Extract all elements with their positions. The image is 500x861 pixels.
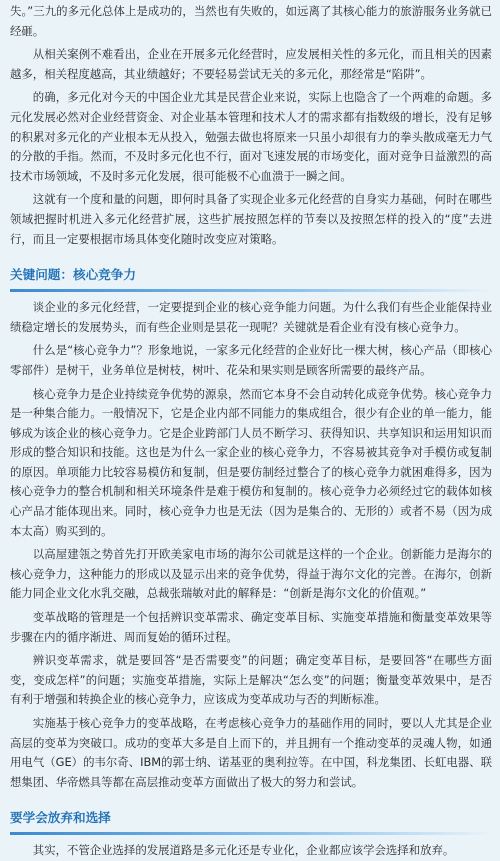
paragraph: 什么是“核心竞争力”？形象地说，一家多元化经营的企业好比一棵大树，核心产品（即核心零部件）是树干，业务单位是树枝，树叶、花朵和果实则是顾客所需要的最终产品。 — [10, 343, 492, 377]
paragraph: 谈企业的多元化经营，一定要提到企业的核心竞争能力问题。为什么我们有些企业能保持业绩稳定增长的发展势头，而有些企业则是昙花一现呢？关键就是看企业有没有核心竞争力。 — [10, 300, 492, 334]
heading-divider — [10, 832, 492, 835]
paragraph: 核心竞争力是企业持续竞争优势的源泉，然而它本身不会自动转化成竞争优势。核心竞争力是一种集合能力。一般情况下，它是企业内部不同能力的集成组合，很少有企业的单一能力，能够成为该企业的核心竞争力。它是企业跨部门人员不断学习、获得知识、共享知识和运用知识而形成的整合知识和技能。这也是为什么一家企业的核心竞争力，不容易被其竞争对手模仿或复制的原因。单项能力比较容易模仿和复制，但是要仿制经过整合了的核心竞争力就困难得多，因为核心竞争力的整合机制和相关环境条件是难于模仿和复制的。核心竞争力必须经过它的载体如核心产品才能体现出来。同时，核心竞争力也是无法（因为是集合的、无形的）或者不易（因为成本太高）购买到的。 — [10, 386, 492, 538]
intro-section — [10, 2, 492, 249]
core-competence-section — [10, 265, 492, 792]
give-up-and-choose-section — [10, 808, 492, 861]
paragraph: 失。”三九的多元化总体上是成功的，当然也有失败的，如远离了其核心能力的旅游服务业务就已经砸。 — [10, 4, 492, 38]
paragraph: 这就有一个度和量的问题，即何时具备了实现企业多元化经营的自身实力基础，何时在哪些领域把握时机进入多元化经营扩展，这些扩展按照怎样的节奏以及按照怎样的投入的“度”去进行，而且一定要根据市场具体变化随时改变应对策略。 — [10, 192, 492, 246]
heading-divider — [10, 289, 492, 292]
paragraph: 辨识变革需求，就是要回答“是否需要变”的问题；确定变革目标，是要回答“在哪些方面变，变成怎样”的问题；实施变革措施，实际上是解决“怎么变”的问题；衡量变革效果中，是否有利于增强和转换企业的核心竞争力，应该成为变革成功与否的判断标准。 — [10, 653, 492, 707]
paragraph: 以高屋建瓴之势首先打开欧美家电市场的海尔公司就是这样的一个企业。创新能力是海尔的核心竞争力，这种能力的形成以及显示出来的竞争优势，得益于海尔文化的完善。在海尔，创新能力同企业文化水乳交融，总裁张瑞敏对此的解释是：“创新是海尔文化的价值观。” — [10, 547, 492, 601]
paragraph: 的确，多元化对今天的中国企业尤其是民营企业来说，实际上也隐含了一个两难的命题。多元化发展必然对企业经营资金、对企业基本管理和技术人才的需求都有指数级的增长，没有足够的积累对多元化的产业根本无从投入，勉强去做也将原来一只虽小却很有力的拳头散成毫无力气的分散的手指。然而，不及时多元化也不行，面对飞速发展的市场变化，面对竞争日益激烈的高技术市场领域，不及时多元化发展，很可能极不心血溃于一瞬之间。 — [10, 90, 492, 183]
paragraph: 从相关案例不难看出，企业在开展多元化经营时，应发展相关性的多元化，而且相关的因素越多，相关程度越高，其业绩越好；不要轻易尝试无关的多元化，那经常是“陷阱”。 — [10, 47, 492, 81]
paragraph: 实施基于核心竞争力的变革战略，在考虑核心竞争力的基础作用的同时，要以人尤其是企业高层的变革为突破口。成功的变革大多是自上而下的，并且拥有一个推动变革的灵魂人物，如通用电气（GE）的韦尔奇、IBM的郭士纳、诺基亚的奥利拉等。在中国，科龙集团、长虹电器、联想集团、华帝燃具等都在高层推动变革方面做出了极大的努力和尝试。 — [10, 716, 492, 789]
section-heading: 要学会放弃和选择 — [10, 810, 111, 826]
paragraph: 变革战略的管理是一个包括辨识变革需求、确定变革目标、实施变革措施和衡量变革效果等步骤在内的循序渐进、周而复始的循环过程。 — [10, 610, 492, 644]
paragraph: 其实，不管企业选择的发展道路是多元化还是专业化，企业都应该学会选择和放弃。 — [32, 843, 455, 858]
section-heading: 关键问题：核心竞争力 — [10, 267, 136, 283]
